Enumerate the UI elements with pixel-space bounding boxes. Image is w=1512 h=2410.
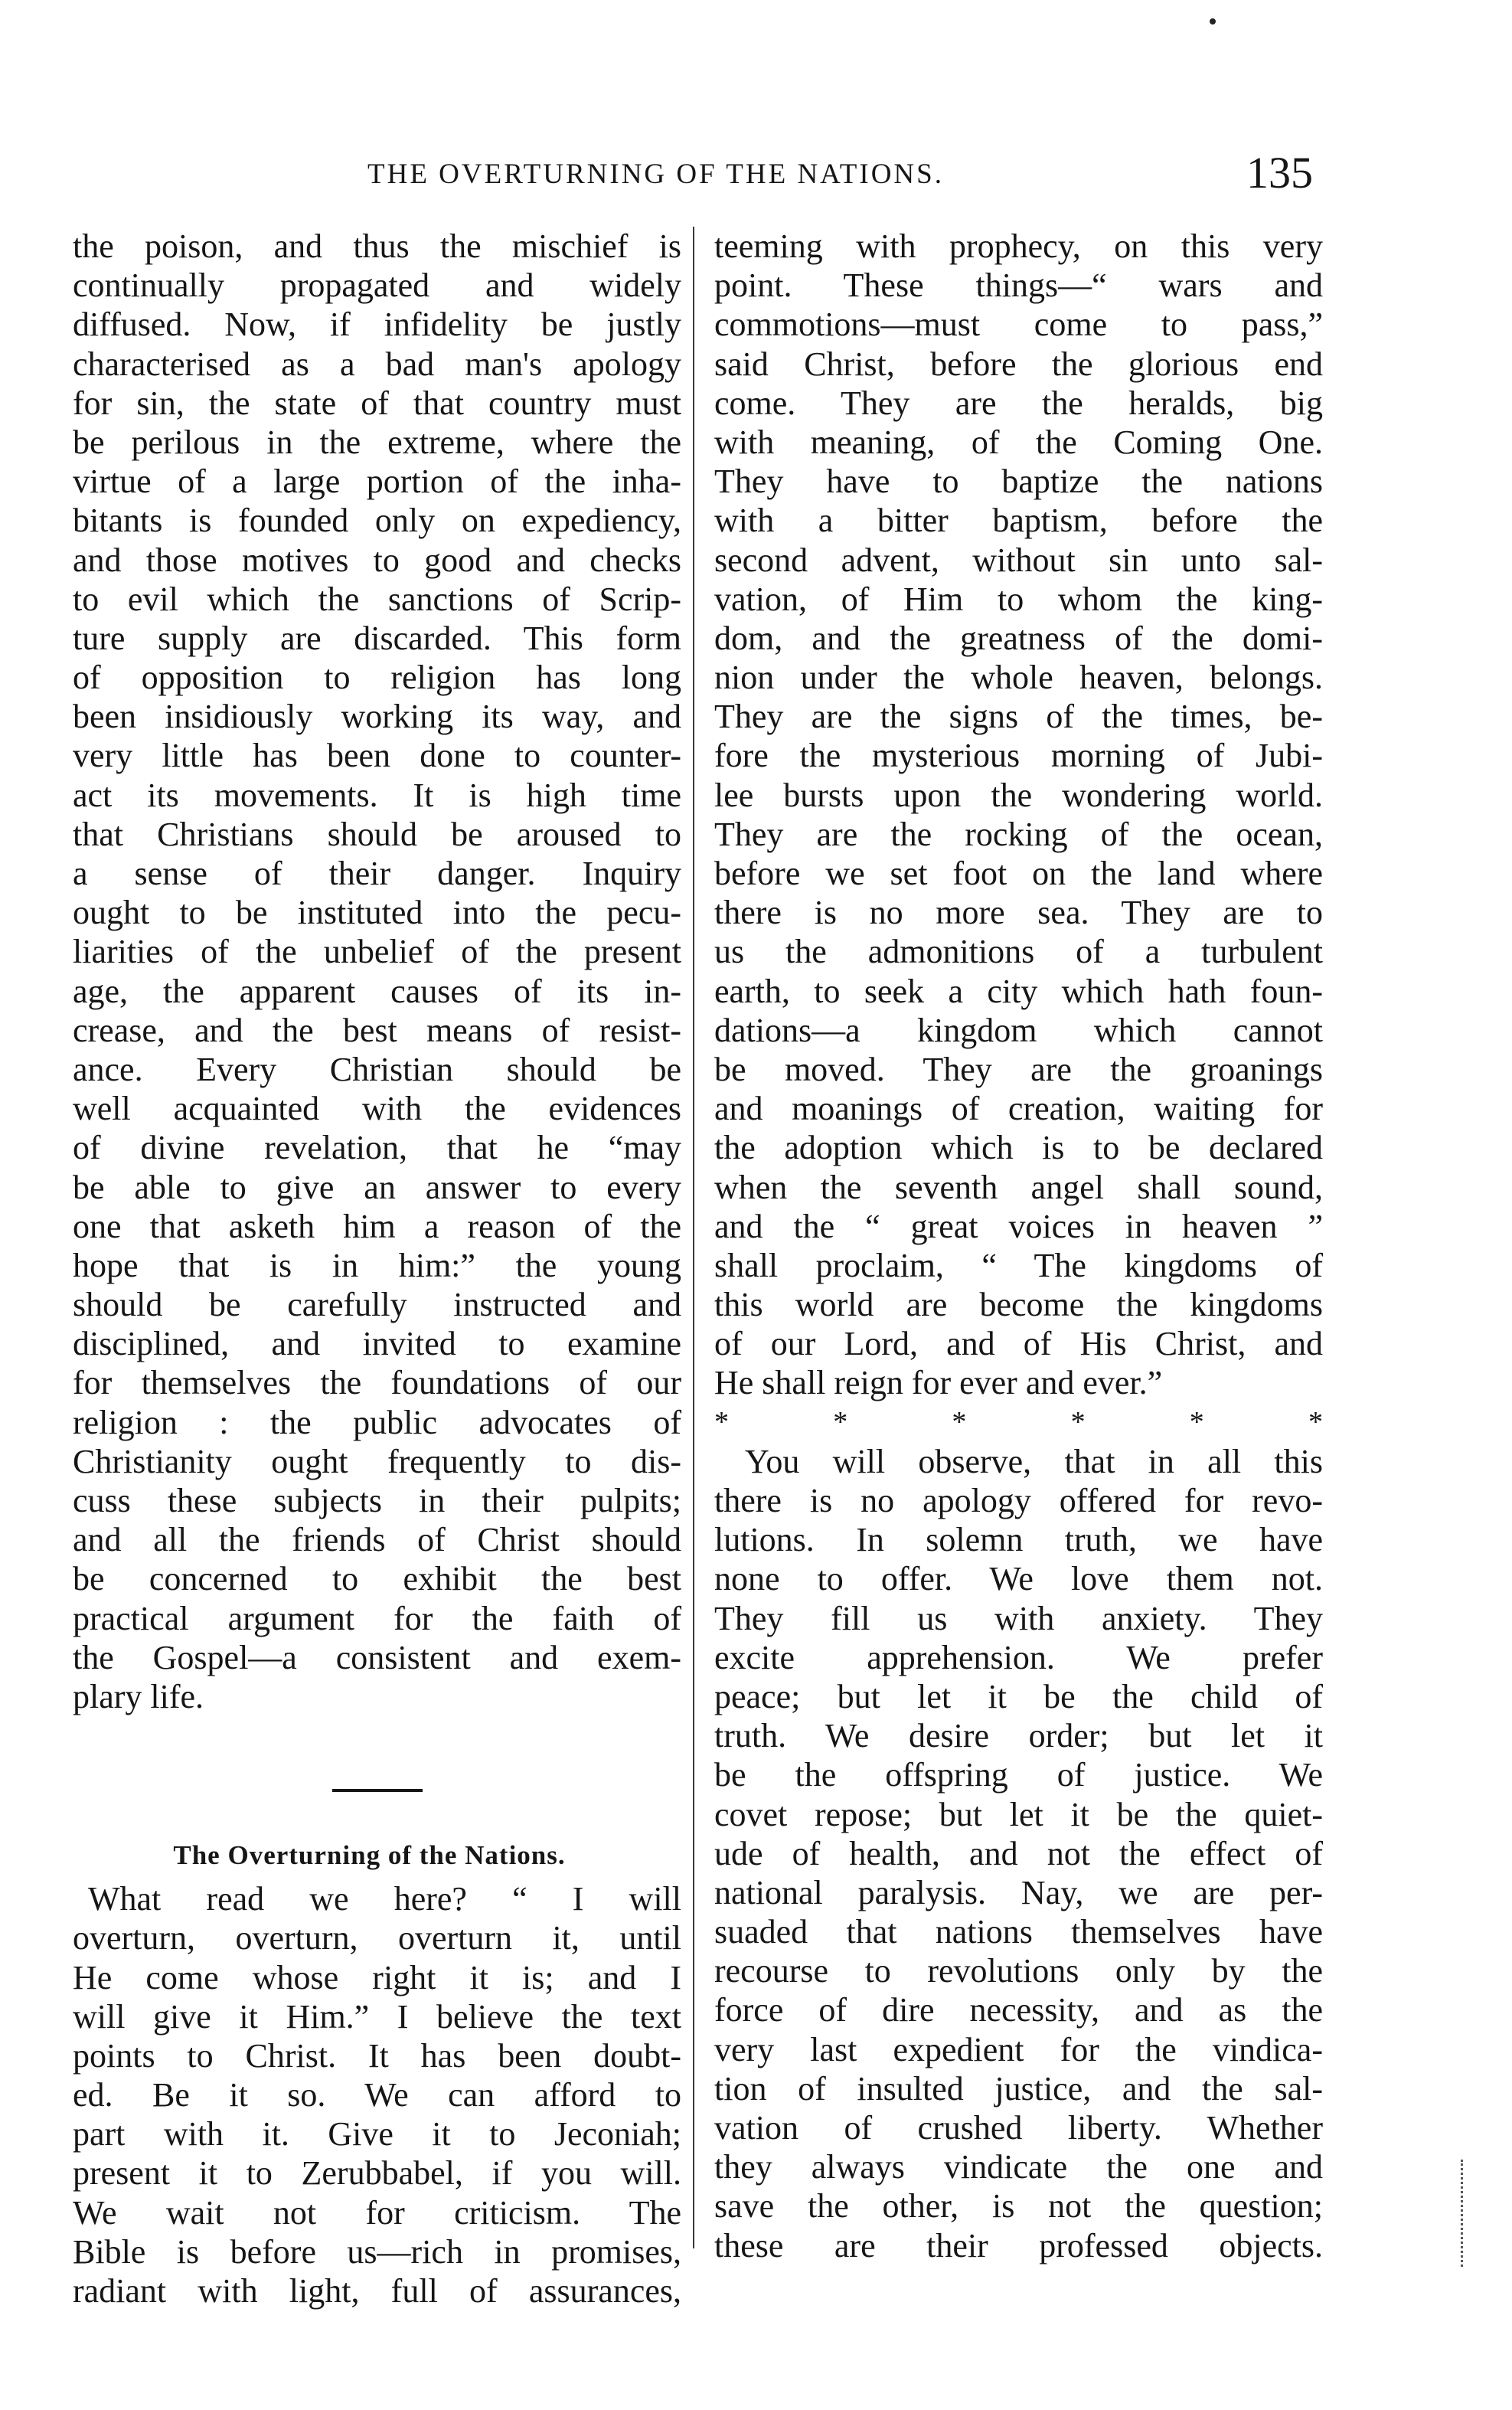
- text-line: with meaning, of the Coming One.: [714, 423, 1323, 461]
- ink-speck: [1210, 18, 1216, 25]
- star: *: [833, 1405, 848, 1438]
- text-line: excite apprehension. We prefer: [714, 1638, 1323, 1676]
- paragraph-prophecy: [714, 227, 1323, 1403]
- text-line: second advent, without sin unto sal-: [714, 541, 1323, 579]
- text-line: be perilous in the extreme, where the: [73, 423, 681, 461]
- text-line: They are the signs of the times, be-: [714, 698, 1323, 736]
- text-line: for themselves the foundations of our: [73, 1364, 681, 1402]
- text-line: plary life.: [73, 1677, 204, 1715]
- text-line: vation of crushed liberty. Whether: [714, 2109, 1323, 2147]
- text-line: be the offspring of justice. We: [714, 1756, 1323, 1794]
- text-line: truth. We desire order; but let it: [714, 1717, 1323, 1755]
- text-line: that Christians should be aroused to: [73, 815, 681, 853]
- text-line: diffused. Now, if infidelity be justly: [73, 306, 681, 344]
- text-line: ed. Be it so. We can afford to: [73, 2076, 681, 2114]
- section-heading: The Overturning of the Nations.: [173, 1840, 566, 1871]
- text-line: of opposition to religion has long: [73, 659, 681, 697]
- text-line: dations—a kingdom which cannot: [714, 1011, 1323, 1049]
- text-line: and the “ great voices in heaven ”: [714, 1207, 1323, 1245]
- text-line: be able to give an answer to every: [73, 1168, 681, 1206]
- text-line: act its movements. It is high time: [73, 776, 681, 814]
- text-line: teeming with prophecy, on this very: [714, 227, 1323, 265]
- text-line: these are their professed objects.: [714, 2226, 1323, 2264]
- text-line: be concerned to exhibit the best: [73, 1560, 681, 1598]
- text-line: the adoption which is to be declared: [714, 1129, 1323, 1167]
- text-line: tion of insulted justice, and the sal-: [714, 2069, 1323, 2108]
- text-line: virtue of a large portion of the inha-: [73, 463, 681, 501]
- text-line: lee bursts upon the wondering world.: [714, 776, 1323, 814]
- left-column: [73, 227, 681, 2310]
- paragraph-overturning: [73, 1879, 681, 2310]
- text-line: suaded that nations themselves have: [714, 1913, 1323, 1951]
- text-line: They fill us with anxiety. They: [714, 1599, 1323, 1637]
- star: *: [1189, 1405, 1204, 1438]
- text-line: We wait not for criticism. The: [73, 2193, 681, 2232]
- text-line: and moanings of creation, waiting for: [714, 1090, 1323, 1128]
- text-line: national paralysis. Nay, we are per-: [714, 1873, 1323, 1911]
- text-line: points to Christ. It has been doubt-: [73, 2036, 681, 2075]
- text-line: said Christ, before the glorious end: [714, 345, 1323, 383]
- text-line: He come whose right it is; and I: [73, 1958, 681, 1996]
- text-line: the Gospel—a consistent and exem-: [73, 1638, 681, 1676]
- text-line: this world are become the kingdoms: [714, 1286, 1323, 1324]
- star: *: [1308, 1405, 1323, 1438]
- text-line: shall proclaim, “ The kingdoms of: [714, 1246, 1323, 1284]
- text-line: religion : the public advocates of: [73, 1403, 681, 1441]
- text-line: ought to be instituted into the pecu-: [73, 894, 681, 932]
- star: *: [952, 1405, 967, 1438]
- text-line: will give it Him.” I believe the text: [73, 1997, 681, 2036]
- text-line: cuss these subjects in their pulpits;: [73, 1482, 681, 1519]
- text-line: peace; but let it be the child of: [714, 1677, 1323, 1715]
- page-number: 135: [1246, 148, 1313, 198]
- text-line: What read we here? “ I will: [88, 1880, 681, 1918]
- text-line: very little has been done to counter-: [73, 737, 681, 775]
- text-line: of our Lord, and of His Christ, and: [714, 1325, 1323, 1363]
- text-line: Bible is before us—rich in promises,: [73, 2232, 681, 2271]
- text-line: none to offer. We love them not.: [714, 1560, 1323, 1598]
- right-column: [714, 227, 1323, 2265]
- page-edge-marks: [1461, 2160, 1466, 2267]
- text-line: of divine revelation, that he “may: [73, 1129, 681, 1167]
- text-line: covet repose; but let it be the quiet-: [714, 1795, 1323, 1833]
- text-line: one that asketh him a reason of the: [73, 1207, 681, 1245]
- text-line: save the other, is not the question;: [714, 2187, 1323, 2225]
- text-line: overturn, overturn, overturn it, until: [73, 1919, 681, 1957]
- text-line: and all the friends of Christ should: [73, 1521, 681, 1559]
- text-line: recourse to revolutions only by the: [714, 1952, 1323, 1990]
- text-line: age, the apparent causes of its in-: [73, 972, 681, 1010]
- text-line: radiant with light, full of assurances,: [73, 2272, 681, 2310]
- text-line: ture supply are discarded. This form: [73, 619, 681, 657]
- text-line: before we set foot on the land where: [714, 855, 1323, 892]
- text-line: vation, of Him to whom the king-: [714, 580, 1323, 618]
- text-line: be moved. They are the groanings: [714, 1050, 1323, 1088]
- text-line: us the admonitions of a turbulent: [714, 933, 1323, 971]
- text-line: part with it. Give it to Jeconiah;: [73, 2115, 681, 2153]
- star: *: [714, 1405, 729, 1438]
- text-line: they always vindicate the one and: [714, 2148, 1323, 2186]
- text-line: Christianity ought frequently to dis-: [73, 1442, 681, 1480]
- section-break-stars: [714, 1403, 1323, 1442]
- text-line: lutions. In solemn truth, we have: [714, 1521, 1323, 1559]
- text-line: present it to Zerubbabel, if you will.: [73, 2154, 681, 2193]
- text-line: come. They are the heralds, big: [714, 384, 1323, 422]
- text-line: ance. Every Christian should be: [73, 1050, 681, 1088]
- text-line: there is no more sea. They are to: [714, 894, 1323, 932]
- column-divider: [693, 227, 694, 2248]
- text-line: for sin, the state of that country must: [73, 384, 681, 422]
- text-line: very last expedient for the vindica-: [714, 2030, 1323, 2068]
- text-line: dom, and the greatness of the domi-: [714, 619, 1323, 657]
- text-line: point. These things—“ wars and: [714, 267, 1323, 305]
- text-line: well acquainted with the evidences: [73, 1090, 681, 1128]
- text-line: fore the mysterious morning of Jubi-: [714, 737, 1323, 775]
- text-line: practical argument for the faith of: [73, 1599, 681, 1637]
- text-line: ude of health, and not the effect of: [714, 1834, 1323, 1872]
- text-line: liarities of the unbelief of the present: [73, 933, 681, 971]
- text-line: continually propagated and widely: [73, 267, 681, 305]
- running-head: [0, 147, 1512, 201]
- text-line: the poison, and thus the mischief is: [73, 227, 681, 265]
- text-line: should be carefully instructed and: [73, 1286, 681, 1324]
- text-line: force of dire necessity, and as the: [714, 1991, 1323, 2029]
- text-line: there is no apology offered for revo-: [714, 1482, 1323, 1519]
- running-title: THE OVERTURNING OF THE NATIONS.: [367, 159, 944, 190]
- text-line: You will observe, that in all this: [745, 1442, 1323, 1480]
- text-line: a sense of their danger. Inquiry: [73, 855, 681, 892]
- text-line: nion under the whole heaven, belongs.: [714, 659, 1323, 697]
- paragraph-revolutions: [714, 1442, 1323, 2265]
- text-line: to evil which the sanctions of Scrip-: [73, 580, 681, 618]
- text-line: characterised as a bad man's apology: [73, 345, 681, 383]
- text-line: They are the rocking of the ocean,: [714, 815, 1323, 853]
- star: *: [1070, 1405, 1086, 1438]
- paragraph-infidelity: [73, 227, 681, 1716]
- text-line: bitants is founded only on expediency,: [73, 502, 681, 540]
- section-rule: [332, 1789, 423, 1792]
- text-line: crease, and the best means of resist-: [73, 1011, 681, 1049]
- text-line: with a bitter baptism, before the: [714, 502, 1323, 540]
- text-line: when the seventh angel shall sound,: [714, 1168, 1323, 1206]
- text-line: earth, to seek a city which hath foun-: [714, 972, 1323, 1010]
- text-line: They have to baptize the nations: [714, 463, 1323, 501]
- text-line: hope that is in him:” the young: [73, 1246, 681, 1284]
- text-line: commotions—must come to pass,”: [714, 306, 1323, 344]
- text-line: He shall reign for ever and ever.”: [714, 1364, 1163, 1402]
- text-line: been insidiously working its way, and: [73, 698, 681, 736]
- text-line: and those motives to good and checks: [73, 541, 681, 579]
- text-line: disciplined, and invited to examine: [73, 1325, 681, 1363]
